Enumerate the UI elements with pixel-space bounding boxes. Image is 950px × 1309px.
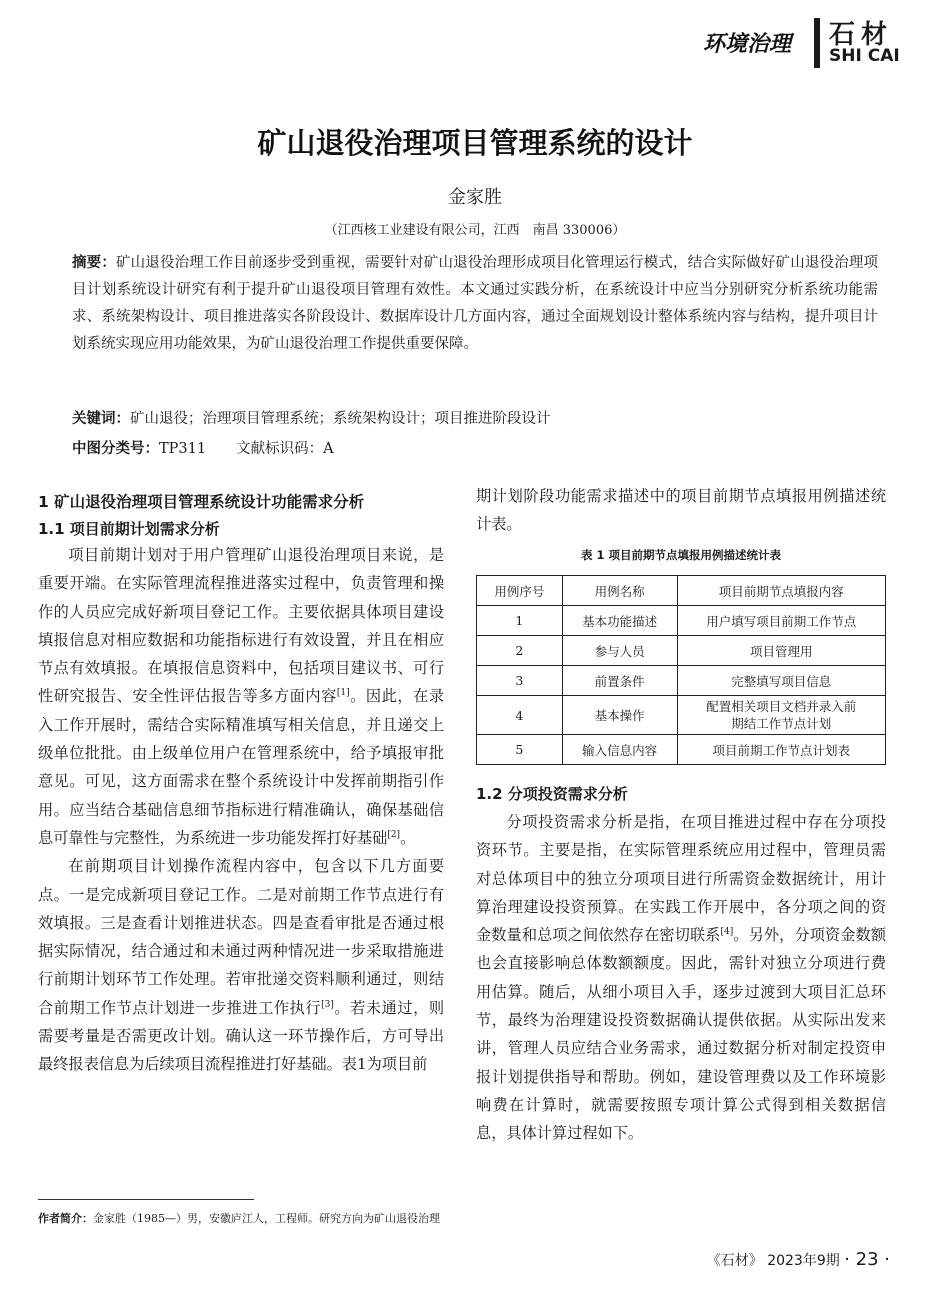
footnote-rule	[38, 1199, 254, 1200]
table-cell: 1	[477, 606, 563, 636]
author-affiliation: （江西核工业建设有限公司，江西 南昌 330006）	[324, 223, 626, 238]
abstract-text: 矿山退役治理工作目前逐步受到重视，需要针对矿山退役治理形成项目化管理运行模式，结合实际做好矿山退役治理项目计划系统设计研究有利于提升矿山退役项目管理有效性。本文通过实践分析，在系统设计中应当分别研究分析系统功能需求、系统架构设计、项目推进落实各阶段设计、数据库设计几方面内容，通过全面规划设计整体系统内容与结构，提升项目计划系统实现应用功能效果，为矿山退役治理工作提供重要保障。	[72, 255, 879, 352]
citation: [2]	[387, 829, 401, 840]
journal-logo-cn: 石材	[829, 20, 894, 50]
doc-code-label: 文献标识码：	[236, 441, 324, 457]
citation: [4]	[720, 927, 734, 938]
page-number: · 23 ·	[844, 1249, 890, 1270]
table-header-cell: 用例名称	[562, 576, 677, 606]
table-cell: 项目前期工作节点计划表	[677, 735, 885, 765]
page-folio	[620, 1249, 890, 1270]
paragraph: 在前期项目计划操作流程内容中，包含以下几方面要点。一是完成新项目登记工作。二是对前期工作节点进行有效填报。三是查看计划推进状态。四是查看审批是否通过根据实际情况，结合通过和未通过两种情况进一步采取措施进行前期计划环节工作处理。若审批递交资料顺利通过，则结合前期工作节点计划进一步推进工作执行[3]。若未通过，则需要考量是否需更改计划。确认这一环节操作后，方可导出最终报表信息为后续项目流程推进打好基础。表1为项目前	[38, 857, 445, 1074]
table-header-cell: 用例序号	[477, 576, 563, 606]
keywords-text: 矿山退役；治理项目管理系统；系统架构设计；项目推进阶段设计	[130, 411, 551, 427]
table-row	[477, 696, 886, 735]
journal-logo-en: SHI CAI	[829, 46, 900, 66]
table-row	[477, 606, 886, 636]
paragraph: 项目前期计划对于用户管理矿山退役治理项目来说，是重要开端。在实际管理流程推进落实过程中，负责管理和操作的人员应完成好新项目登记工作。主要依据具体项目建设填报信息对相应数据和功能指标进行有效设置，并且在相应节点有效填报。在填报信息资料中，包括项目建议书、可行性研究报告、安全性评估报告等多方面内容[1]。因此，在录入工作开展时，需结合实际精准填写相关信息，并且递交上级单位批批。由上级单位用户在管理系统中，给予填报审批意见。可见，这方面需求在整个系统设计中发挥前期指引作用。应当结合基础信息细节指标进行精准确认，确保基础信息可靠性与完整性，为系统进一步功能发挥打好基础[2]。	[38, 546, 445, 847]
keywords-label: 关键词：	[72, 411, 130, 427]
article-title: 矿山退役治理项目管理系统的设计	[257, 126, 693, 160]
use-case-table	[476, 575, 886, 765]
section-heading-1-1: 1.1 项目前期计划需求分析	[38, 520, 220, 538]
keywords	[72, 407, 878, 428]
table-caption: 表 1 项目前期节点填报用例描述统计表	[580, 548, 781, 562]
clc-code: TP311	[159, 441, 207, 457]
table-row	[477, 735, 886, 765]
footnote-label: 作者简介：	[38, 1212, 93, 1225]
doc-code: A	[323, 441, 334, 457]
table-cell: 参与人员	[562, 636, 677, 666]
footnote-text: 金家胜（1985—）男，安徽庐江人，工程师。研究方向为矿山退役治理	[93, 1212, 440, 1225]
table-cell: 2	[477, 636, 563, 666]
table-cell: 输入信息内容	[562, 735, 677, 765]
table-cell: 基本功能描述	[562, 606, 677, 636]
table-cell: 5	[477, 735, 563, 765]
table-cell: 3	[477, 666, 563, 696]
table-cell: 前置条件	[562, 666, 677, 696]
table-header-row	[477, 576, 886, 606]
table-cell: 基本操作	[562, 696, 677, 735]
section-heading-1: 1 矿山退役治理项目管理系统设计功能需求分析	[38, 493, 365, 511]
section-heading-1-2: 1.2 分项投资需求分析	[476, 785, 628, 803]
citation: [3]	[321, 999, 334, 1010]
table-cell-multiline: 配置相关项目文档并录入前 期结工作节点计划	[677, 696, 885, 735]
issue-info: 2023年9期	[767, 1253, 840, 1269]
clc-label: 中图分类号：	[72, 441, 159, 457]
table-row	[477, 636, 886, 666]
paragraph-continued: 期计划阶段功能需求描述中的项目前期节点填报用例描述统计表。	[476, 487, 886, 534]
left-column-text	[38, 541, 444, 1079]
classification	[72, 437, 878, 458]
table-header-cell: 项目前期节点填报内容	[677, 576, 885, 606]
right-column-text	[476, 808, 886, 1148]
section-label: 环境治理	[703, 32, 792, 57]
table-cell: 项目管理用	[677, 636, 885, 666]
abstract	[72, 250, 878, 358]
table-row	[477, 666, 886, 696]
citation: [1]	[336, 688, 350, 699]
table-cell: 用户填写项目前期工作节点	[677, 606, 885, 636]
journal-name: 《石材》	[706, 1253, 763, 1269]
abstract-label: 摘要：	[72, 255, 116, 271]
right-column-top-text	[476, 482, 886, 539]
header-divider	[814, 18, 820, 68]
author-name: 金家胜	[448, 187, 502, 208]
table-cell: 4	[477, 696, 563, 735]
author-footnote	[38, 1210, 440, 1226]
paragraph: 分项投资需求分析是指，在项目推进过程中存在分项投资环节。主要是指，在实际管理系统应用过程中，管理员需对总体项目中的独立分项项目进行所需资金数据统计，用计算治理建设投资预算。在实践工作开展中，各分项之间的资金数量和总项之间依然存在密切联系[4]。另外，分项资金数额也会直接影响总体数额额度。因此，需针对独立分项进行费用估算。随后，从细小项目入手，逐步过渡到大项目汇总环节，最终为治理建设投资数据确认提供依据。从实际出发来讲，管理人员应结合业务需求，通过数据分析对制定投资申报计划提供指导和帮助。例如，建设管理费以及工作环境影响费在计算时，就需要按照专项计算公式得到相关数据信息，具体计算过程如下。	[476, 813, 887, 1143]
table-cell: 完整填写项目信息	[677, 666, 885, 696]
